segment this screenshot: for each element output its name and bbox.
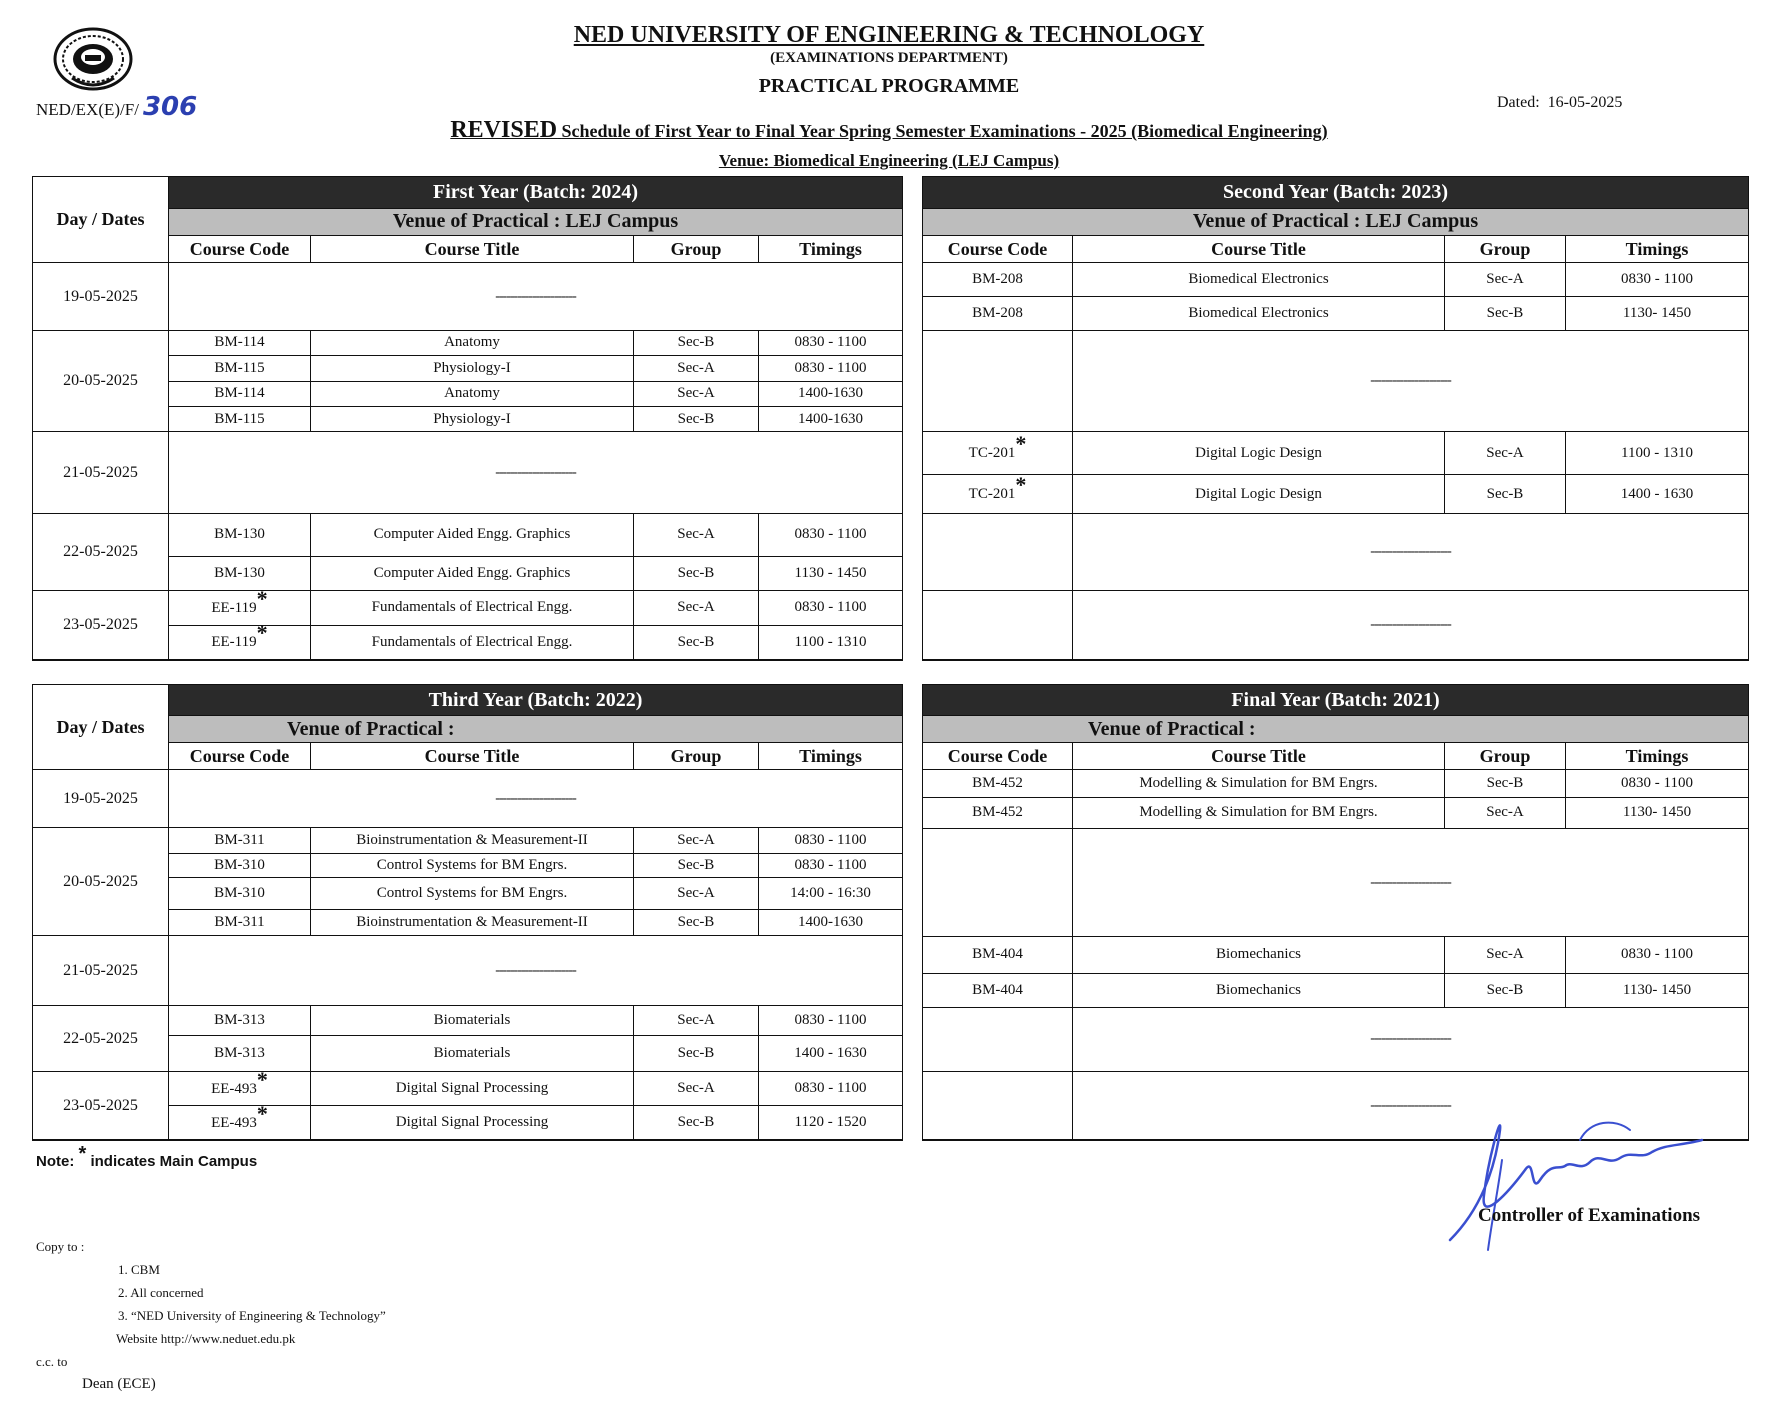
- course-code: BM-452: [923, 770, 1073, 797]
- ref-number-handwritten: 306: [142, 92, 198, 122]
- group: Sec-A: [1445, 263, 1566, 297]
- course-code: BM-115: [169, 406, 311, 431]
- cc-item: Dean (ECE): [82, 1376, 156, 1392]
- first-year-venue: Venue of Practical : LEJ Campus: [169, 208, 903, 235]
- course-title: Biomechanics: [1073, 937, 1445, 973]
- group: Sec-B: [634, 1106, 759, 1140]
- course-title: Fundamentals of Electrical Engg.: [311, 591, 634, 626]
- timings: 0830 - 1100: [759, 513, 903, 556]
- group: Sec-A: [634, 513, 759, 556]
- group: Sec-A: [1445, 432, 1566, 475]
- course-title: Biomedical Electronics: [1073, 263, 1445, 297]
- copy-item: 1. CBM: [118, 1262, 160, 1277]
- col-group: Group: [634, 236, 759, 263]
- university-name: NED UNIVERSITY OF ENGINEERING & TECHNOLOGY: [573, 22, 1205, 48]
- timings: 1400 - 1630: [1566, 475, 1749, 514]
- timings: 1100 - 1310: [1566, 432, 1749, 475]
- ref-prefix: NED/EX(E)/F/: [36, 100, 139, 119]
- col-timings: Timings: [1566, 236, 1749, 263]
- group: Sec-A: [634, 1072, 759, 1106]
- group: Sec-A: [1445, 937, 1566, 973]
- course-title: Modelling & Simulation for BM Engrs.: [1073, 797, 1445, 828]
- second-year-title: Second Year (Batch: 2023): [923, 177, 1749, 209]
- no-exam-dash: ----------------------: [1073, 1072, 1749, 1140]
- date-cell: 22-05-2025: [33, 1006, 169, 1072]
- third-year-table: [32, 684, 903, 1141]
- cc-to-label: c.c. to: [36, 1354, 68, 1369]
- no-exam-dash: ----------------------: [169, 263, 903, 330]
- col-course-code: Course Code: [923, 236, 1073, 263]
- timings: 1400-1630: [759, 406, 903, 431]
- course-code: BM-313: [169, 1006, 311, 1036]
- copy-item: 2. All concerned: [118, 1285, 204, 1300]
- course-title: Control Systems for BM Engrs.: [311, 878, 634, 910]
- day-dates-header: Day / Dates: [33, 685, 169, 770]
- first-year-table: [32, 176, 903, 661]
- group: Sec-A: [634, 381, 759, 406]
- no-exam-dash: ----------------------: [1073, 828, 1749, 937]
- col-course-title: Course Title: [311, 743, 634, 770]
- controller-signature: [1440, 1100, 1710, 1260]
- note-star: *: [78, 1143, 87, 1165]
- dated-value: 16-05-2025: [1547, 94, 1623, 111]
- course-title: Biomedical Electronics: [1073, 297, 1445, 331]
- group: Sec-B: [634, 854, 759, 878]
- empty-code-cell: [923, 1072, 1073, 1140]
- third-year-title: Third Year (Batch: 2022): [169, 685, 903, 716]
- course-title: Bioinstrumentation & Measurement-II: [311, 910, 634, 936]
- group: Sec-B: [634, 910, 759, 936]
- date-cell: 19-05-2025: [33, 263, 169, 330]
- date-cell: 20-05-2025: [33, 330, 169, 432]
- group: Sec-B: [634, 556, 759, 591]
- schedule-title: [0, 117, 1778, 144]
- final-year-venue: Venue of Practical :: [923, 716, 1749, 743]
- timings: 0830 - 1100: [759, 828, 903, 854]
- final-year-table: [922, 684, 1749, 1141]
- website-line: Website http://www.neduet.edu.pk: [116, 1331, 296, 1346]
- main-campus-star: *: [1015, 431, 1027, 457]
- course-title: Digital Signal Processing: [311, 1106, 634, 1140]
- department-name: (EXAMINATIONS DEPARTMENT): [770, 50, 1008, 66]
- course-title: Digital Signal Processing: [311, 1072, 634, 1106]
- course-code: EE-119: [211, 634, 257, 651]
- empty-code-cell: [923, 330, 1073, 432]
- no-exam-dash: ----------------------: [169, 936, 903, 1006]
- no-exam-dash: ----------------------: [1073, 330, 1749, 432]
- course-title: Anatomy: [311, 381, 634, 406]
- venue-title: Venue: Biomedical Engineering (LEJ Campus): [718, 151, 1060, 170]
- course-title: Physiology-I: [311, 356, 634, 381]
- timings: 1400-1630: [759, 381, 903, 406]
- date-cell: 22-05-2025: [33, 513, 169, 590]
- col-course-title: Course Title: [311, 236, 634, 263]
- group: Sec-B: [1445, 770, 1566, 797]
- course-code-cell: [169, 625, 311, 660]
- col-course-code: Course Code: [169, 743, 311, 770]
- timings: 1100 - 1310: [759, 625, 903, 660]
- course-code: TC-201: [968, 486, 1016, 502]
- empty-code-cell: [923, 1007, 1073, 1071]
- main-campus-star: *: [256, 1071, 268, 1092]
- group: Sec-A: [634, 828, 759, 854]
- timings: 0830 - 1100: [759, 1006, 903, 1036]
- empty-code-cell: [923, 828, 1073, 937]
- course-title: Computer Aided Engg. Graphics: [311, 513, 634, 556]
- date-cell: 21-05-2025: [33, 936, 169, 1006]
- course-code: BM-404: [923, 937, 1073, 973]
- group: Sec-B: [1445, 973, 1566, 1007]
- no-exam-dash: ----------------------: [1073, 591, 1749, 660]
- timings: 1120 - 1520: [759, 1106, 903, 1140]
- group: Sec-B: [634, 406, 759, 431]
- group: Sec-A: [634, 591, 759, 626]
- col-course-title: Course Title: [1073, 236, 1445, 263]
- group: Sec-B: [1445, 297, 1566, 331]
- second-year-venue: Venue of Practical : LEJ Campus: [923, 208, 1749, 235]
- date-cell: 20-05-2025: [33, 828, 169, 936]
- course-code: BM-114: [169, 381, 311, 406]
- date-cell: 19-05-2025: [33, 770, 169, 828]
- group: Sec-B: [634, 330, 759, 355]
- timings: 1130- 1450: [1566, 797, 1749, 828]
- course-code-cell: [923, 432, 1073, 475]
- group: Sec-B: [1445, 475, 1566, 514]
- col-timings: Timings: [759, 743, 903, 770]
- course-title: Physiology-I: [311, 406, 634, 431]
- no-exam-dash: ----------------------: [169, 432, 903, 513]
- course-code: BM-452: [923, 797, 1073, 828]
- third-year-venue: Venue of Practical :: [169, 716, 903, 743]
- timings: 1130- 1450: [1566, 973, 1749, 1007]
- course-title: Computer Aided Engg. Graphics: [311, 556, 634, 591]
- course-code: BM-130: [169, 556, 311, 591]
- note-text: indicates Main Campus: [90, 1153, 258, 1170]
- col-timings: Timings: [759, 236, 903, 263]
- timings: 0830 - 1100: [759, 1072, 903, 1106]
- timings: 0830 - 1100: [759, 591, 903, 626]
- course-title: Bioinstrumentation & Measurement-II: [311, 828, 634, 854]
- course-title: Biomaterials: [311, 1006, 634, 1036]
- date-cell: 21-05-2025: [33, 432, 169, 513]
- timings: 0830 - 1100: [1566, 937, 1749, 973]
- course-code: BM-115: [169, 356, 311, 381]
- group: Sec-B: [634, 1036, 759, 1072]
- course-code: TC-201: [968, 445, 1016, 462]
- group: Sec-A: [634, 1006, 759, 1036]
- col-course-code: Course Code: [923, 743, 1073, 770]
- revised-label: REVISED: [450, 117, 558, 143]
- timings: 0830 - 1100: [1566, 263, 1749, 297]
- course-title: Digital Logic Design: [1073, 475, 1445, 514]
- date-cell: 23-05-2025: [33, 591, 169, 660]
- timings: 1130 - 1450: [759, 556, 903, 591]
- course-title: Modelling & Simulation for BM Engrs.: [1073, 770, 1445, 797]
- timings: 0830 - 1100: [1566, 770, 1749, 797]
- main-campus-star: *: [256, 590, 268, 611]
- group: Sec-A: [1445, 797, 1566, 828]
- no-exam-dash: ----------------------: [169, 770, 903, 828]
- course-code-cell: [169, 1106, 311, 1140]
- col-group: Group: [1445, 743, 1566, 770]
- dated-label: Dated:: [1497, 94, 1540, 111]
- main-campus-note: [36, 1143, 258, 1170]
- course-code: BM-114: [169, 330, 311, 355]
- copy-item: 3. “NED University of Engineering & Technology”: [118, 1308, 386, 1323]
- group: Sec-A: [634, 356, 759, 381]
- course-code-cell: [169, 591, 311, 626]
- no-exam-dash: ----------------------: [1073, 513, 1749, 590]
- timings: 1400 - 1630: [759, 1036, 903, 1072]
- main-campus-star: *: [256, 625, 268, 646]
- final-year-title: Final Year (Batch: 2021): [923, 685, 1749, 716]
- course-code: BM-311: [169, 828, 311, 854]
- main-campus-star: *: [256, 1105, 268, 1126]
- day-dates-header: Day / Dates: [33, 177, 169, 263]
- course-code: BM-208: [923, 263, 1073, 297]
- controller-title: Controller of Examinations: [1478, 1205, 1701, 1226]
- copy-to-label: Copy to :: [36, 1239, 85, 1254]
- course-code: BM-313: [169, 1036, 311, 1072]
- course-title: Digital Logic Design: [1073, 432, 1445, 475]
- timings: 0830 - 1100: [759, 356, 903, 381]
- timings: 14:00 - 16:30: [759, 878, 903, 910]
- empty-code-cell: [923, 513, 1073, 590]
- schedule-text: Schedule of First Year to Final Year Spring Semester Examinations - 2025 (Biomedical Engineering): [561, 121, 1328, 141]
- timings: 0830 - 1100: [759, 330, 903, 355]
- course-code: BM-130: [169, 513, 311, 556]
- course-code: BM-310: [169, 854, 311, 878]
- course-code: BM-404: [923, 973, 1073, 1007]
- timings: 1130- 1450: [1566, 297, 1749, 331]
- course-title: Fundamentals of Electrical Engg.: [311, 625, 634, 660]
- course-code: BM-311: [169, 910, 311, 936]
- date-line: [1497, 94, 1622, 112]
- no-exam-dash: ----------------------: [1073, 1007, 1749, 1071]
- date-cell: 23-05-2025: [33, 1072, 169, 1140]
- empty-code-cell: [923, 591, 1073, 660]
- course-title: Anatomy: [311, 330, 634, 355]
- col-group: Group: [634, 743, 759, 770]
- programme-title: PRACTICAL PROGRAMME: [758, 75, 1020, 97]
- col-group: Group: [1445, 236, 1566, 263]
- second-year-table: [922, 176, 1749, 661]
- first-year-title: First Year (Batch: 2024): [169, 177, 903, 209]
- group: Sec-B: [634, 625, 759, 660]
- course-code: EE-493: [211, 1080, 257, 1097]
- col-timings: Timings: [1566, 743, 1749, 770]
- timings: 1400-1630: [759, 910, 903, 936]
- course-code-cell: [169, 1072, 311, 1106]
- course-code: BM-208: [923, 297, 1073, 331]
- copy-to-section: [36, 1235, 386, 1396]
- course-title: Control Systems for BM Engrs.: [311, 854, 634, 878]
- course-code: EE-119: [211, 599, 257, 616]
- note-label: Note:: [36, 1153, 75, 1170]
- course-title: Biomaterials: [311, 1036, 634, 1072]
- col-course-code: Course Code: [169, 236, 311, 263]
- course-code: BM-310: [169, 878, 311, 910]
- course-code: EE-493: [211, 1114, 257, 1131]
- course-title: Biomechanics: [1073, 973, 1445, 1007]
- main-campus-star: *: [1015, 474, 1027, 497]
- course-code-cell: [923, 475, 1073, 514]
- group: Sec-A: [634, 878, 759, 910]
- timings: 0830 - 1100: [759, 854, 903, 878]
- col-course-title: Course Title: [1073, 743, 1445, 770]
